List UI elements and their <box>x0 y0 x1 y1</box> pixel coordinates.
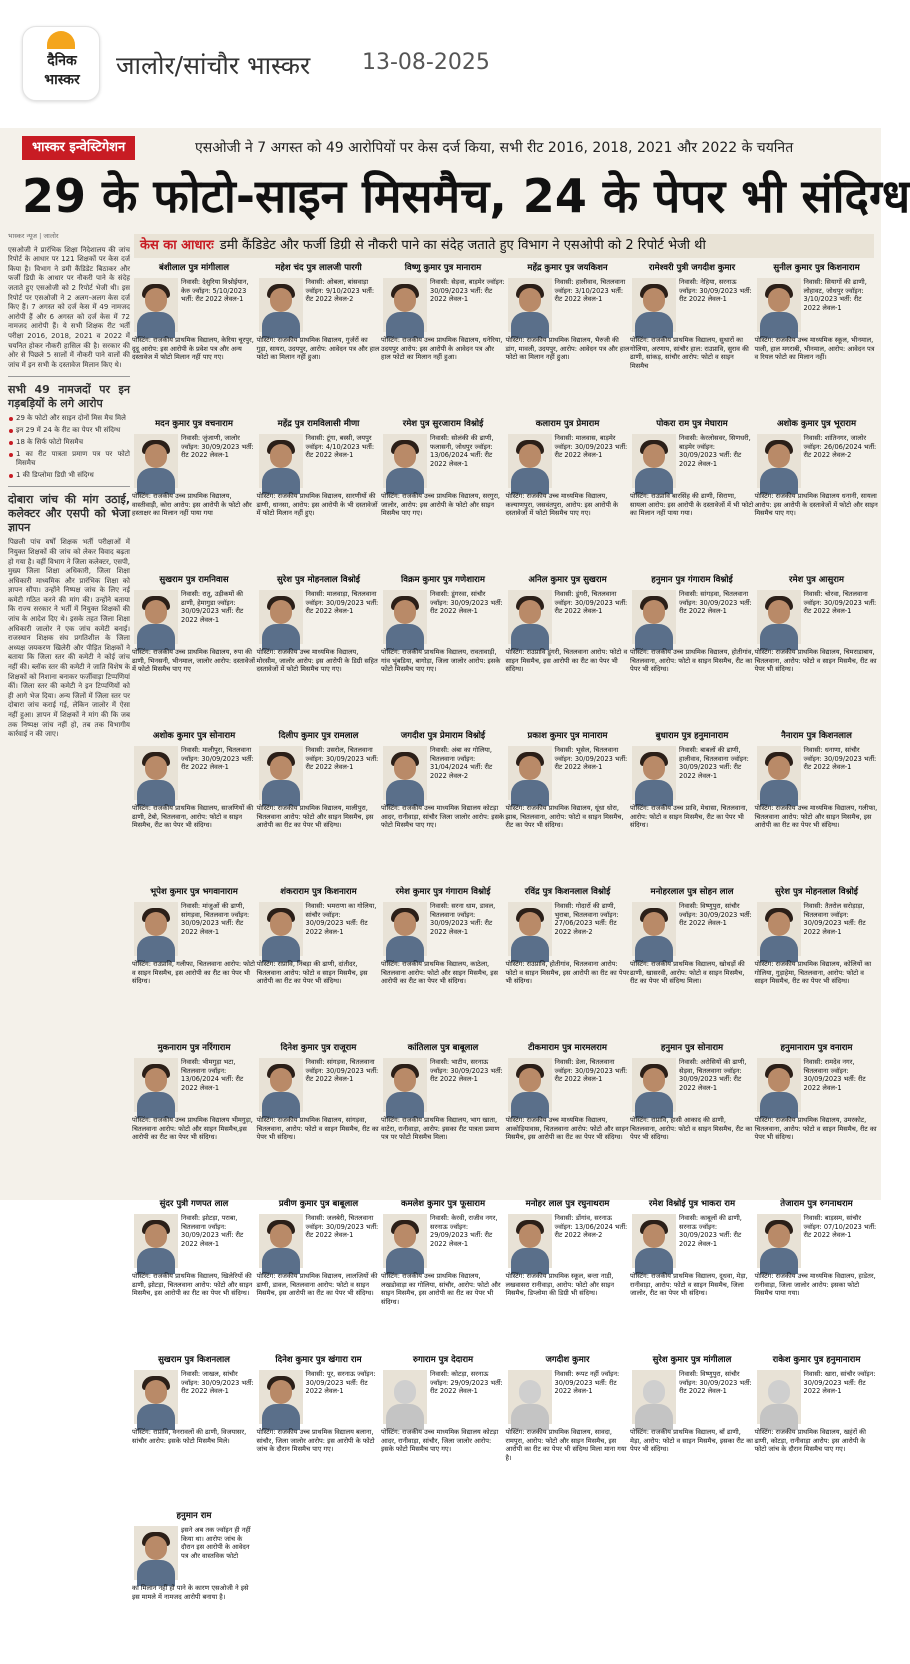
accused-name: महेंद्र कुमार पुत्र जयकिशन <box>527 263 608 273</box>
accused-description: पोस्टिंग: राजकीय प्राथमिक विद्यालय, खोथड़ों की ढाणी, खासरवी, आरोप: फोटो व साइन मिसमैच, रीट का पेपर भी संदिग्ध मिला। <box>630 960 745 986</box>
accused-photo <box>134 746 178 800</box>
accused-info: निवासी: सोलंकी की ढाणी, फलासनी, जोधपुर ज्वॉइन: 13/06/2024 भर्ती: रीट 2022 लेवल-1 <box>430 434 494 468</box>
newspaper-clipping <box>0 128 910 1601</box>
accused-card <box>630 262 754 416</box>
accused-name: सुनील कुमार पुत्र किशनाराम <box>773 263 860 273</box>
accused-name: विष्णु कुमार पुत्र मानाराम <box>404 263 482 273</box>
accused-info: निवासी: बाबलों की ढाणी, हालीवाव, चितलवाना ज्वॉइन: 30/09/2023 भर्ती: रीट 2022 लेवल-1 <box>679 746 749 780</box>
accused-card <box>506 262 630 416</box>
accused-info: निवासी: मालीपुरा, चितलवाना ज्वॉइन: 30/09/2023 भर्ती: रीट 2022 लेवल-1 <box>181 746 254 772</box>
accused-info: निवासी: रूपट नहीं ज्वॉइन: 30/09/2023 भर्ती: रीट 2022 लेवल-1 <box>554 1370 620 1396</box>
case-basis-text: डमी कैंडिडेट और फर्जी डिग्री से नौकरी पाने का संदेह जताते हुए विभाग ने एसओपी को 2 रिपोर्ट भेजी थी <box>219 238 706 253</box>
dateline: भास्कर न्यूज | जालोर <box>8 232 59 240</box>
accused-name: विक्रम कुमार पुत्र गणेशाराम <box>401 575 485 585</box>
accused-description: पोस्टिंग: राउप्रावि बारसिंह की ढाणी, सिराणा, सायला आरोप: इस आरोपी के दस्तावेजों में भी फोटो का मिलान नहीं पाया गया। <box>630 492 754 518</box>
accused-info: निवासी: नेहिया, सरनाऊ ज्वॉइन: 30/09/2023 भर्ती: रीट 2022 लेवल-1 <box>679 278 752 304</box>
accused-info: निवासी: भाटीप, सरनाऊ ज्वॉइन: 30/09/2023 भर्ती: रीट 2022 लेवल-1 <box>430 1058 503 1084</box>
accused-name: मदन कुमार पुत्र वचनाराम <box>155 419 233 429</box>
accused-description: पोस्टिंग: राजकीय प्राथमिक विद्यालय, लालजियों की ढाणी, डावल, चितलवाना आरोप: फोटो व साइन मिसमैच, इस आरोपी का रीट का पेपर भी संदिग्ध। <box>256 1272 378 1298</box>
accused-info: निवासी: भूसेल, चितलवाना ज्वॉइन: 30/09/2023 भर्ती: रीट 2022 लेवल-1 <box>554 746 628 772</box>
accused-description: पोस्टिंग: राजकीय उच्च माध्यमिक विद्यालय, मोरसीम, जालोर आरोप: इस आरोपी के डिग्री सहित दस्तावेजों में फोटो मिसमैच पाए गए। <box>256 648 378 674</box>
accused-name: हनुमानाराम पुत्र वनाराम <box>780 1043 853 1053</box>
accused-card <box>630 418 754 572</box>
accused-card <box>506 1354 630 1508</box>
accused-description: पोस्टिंग: राजकीय उच्च माध्यमिक विद्यालय कोटड़ा आदर, रानीवाड़ा, सांचौर, जिला जालोर आरोप: इसके फोटो मिसमैच पाए गए। <box>381 1428 499 1454</box>
accused-card <box>630 1354 754 1508</box>
accused-name: कांतिलाल पुत्र बाबूलाल <box>407 1043 479 1053</box>
accused-description: पोस्टिंग: राजकीय प्राथमिक विद्यालय धनानी, सायला आरोप: इस आरोपी के दस्तावेजों में फोटो और साइन मिसमैच पाए गए। <box>754 492 878 518</box>
accused-name: कमलेश कुमार पुत्र फूसाराम <box>400 1199 486 1209</box>
accused-photo <box>508 590 552 644</box>
accused-info: निवासी: डेला, चितलवाना ज्वॉइन: 30/09/2023 भर्ती: रीट 2022 लेवल-1 <box>554 1058 628 1084</box>
accused-description: पोस्टिंग: राजकीय उच्च प्राथमिक विद्यालय, सरगुरा, जालोर, आरोप: इस आरोपी के फोटो और साइन मिसमैच पाए गए। <box>381 492 501 518</box>
accused-photo <box>383 746 427 800</box>
accused-info: निवासी: उसरोल, चितलवाना ज्वॉइन: 30/09/2023 भर्ती: रीट 2022 लेवल-1 <box>305 746 379 772</box>
accused-card <box>132 262 256 416</box>
accused-photo <box>508 1058 552 1112</box>
accused-description: पोस्टिंग: राजकीय प्राथमिक विद्यालय, खहंरों की ढाणी, कोटड़ा, रानीवाड़ा आरोप: इस आरोपी के फोटो जांच के दौरान मिसमैच पाए गए। <box>754 1428 866 1454</box>
accused-card <box>506 886 630 1040</box>
accused-name: मुकनाराम पुत्र नरिंगाराम <box>157 1043 231 1053</box>
accused-description: पोस्टिंग: राजकीय प्राथमिक विद्यालय, केरिया चूरपुर, दूदू आरोप: इस आरोपी के प्रवेश पत्र और अन्य दस्तावेज में फोटो मिलान नहीं पाए गए। <box>132 336 254 362</box>
accused-card <box>257 1042 381 1196</box>
accused-description: पोस्टिंग: राजकीय प्राथमिक स्कूल, बन्ता नाडी, लखवासरा रानीवाड़ा, आरोप: फोटो और साइन मिसमैच, डिप्लोमा की डिग्री भी संदिग्ध। <box>505 1272 614 1298</box>
accused-name: भूपेश कुमार पुत्र भगवानाराम <box>150 887 238 897</box>
accused-description: पोस्टिंग: राजकीय प्राथमिक विद्यालय, खिलेरियों की ढाणी, झोटड़ा, चितलवाना आरोप: फोटो और साइन मिसमैच, इस आरोपी का रीट का पेपर भी संदिग्ध। <box>132 1272 253 1298</box>
accused-info: निवासी: केरलोसवर, सिणधरी, बाड़मेर ज्वॉइन: 30/09/2023 भर्ती: रीट 2022 लेवल-1 <box>679 434 751 468</box>
accused-description: पोस्टिंग: राजकीय प्राथमिक विद्यालय, चिमराडाबाय, चितलवाना, आरोप: फोटो व साइन मिसमैच, रीट का पेपर भी संदिग्ध। <box>754 648 877 674</box>
accused-card <box>381 730 505 884</box>
accused-photo <box>508 1214 552 1268</box>
accused-description: पोस्टिंग: राजकीय उच्च प्राथमिक विद्यालय बलाना, सांचौर, जिला जालोर आरोप: इस आरोपी के फोटो जांच के दौरान मिसमैच पाए गए। <box>256 1428 375 1454</box>
accused-card <box>257 730 381 884</box>
accused-description: पोस्टिंग: राजकीय उच्च माध्यमिक विद्यालय, हाडेतर, रानीवाड़ा, जिला जालोर आरोप: इसका फोटो मिसमैच पाया गया। <box>754 1272 876 1298</box>
accused-card <box>755 1042 879 1196</box>
accused-name: टीकमाराम पुत्र मारमलराम <box>528 1043 607 1053</box>
accused-description: पोस्टिंग: राजकीय प्राथमिक विद्यालय, गुर्जरों का गुड़ा, सायरा, उदयपुर, आरोप: आवेदन पत्र और हाल फोटो का मिलान नहीं हुआ। <box>256 336 380 362</box>
accused-info: निवासी: पूर, सरनाऊ ज्वॉइन: 30/09/2023 भर्ती: रीट 2022 लेवल-1 <box>305 1370 376 1396</box>
accused-info: निवासी: खारा, सांचौर ज्वॉइन: 30/09/2023 भर्ती: रीट 2022 लेवल-1 <box>803 1370 876 1396</box>
accused-name: रमेश कुमार पुत्र गंगाराम विश्नोई <box>395 887 491 897</box>
accused-info: निवासी: जाखल, सांचौर ज्वॉइन: 30/09/2023 भर्ती: रीट 2022 लेवल-1 <box>181 1370 254 1396</box>
accused-name: बंशीलाल पुत्र मांगीलाल <box>158 263 229 273</box>
accused-card <box>755 1354 879 1508</box>
accused-info: निवासी: जुंजाणी, जालोर ज्वॉइन: 30/09/2023 भर्ती: रीट 2022 लेवल-1 <box>181 434 254 460</box>
accused-photo <box>383 1058 427 1112</box>
accused-description: पोस्टिंग: राजकीय उच्च माध्यमिक विद्यालय, कल्याणपुरा, जसवंतपुरा, आरोप: इस आरोपी के दस्तावेजों में फोटो मिसमैच पाए गए। <box>505 492 619 518</box>
accused-photo <box>632 590 676 644</box>
accused-info: निवासी: सरना धाम, डावल, चितलवाना ज्वॉइन: 30/09/2023 भर्ती: रीट 2022 लेवल-1 <box>430 902 496 936</box>
subheadline: एसओजी ने 7 अगस्त को 49 आरोपियों पर केस दर्ज किया, सभी रीट 2016, 2018, 2021 और 2022 के चयनित <box>195 140 794 156</box>
accused-name: तेजाराम पुत्र रुगनाथराम <box>780 1199 853 1209</box>
accused-description: पोस्टिंग: राउप्रावि, होतीगांव, चितलवाना आरोप: फोटो व साइन मिसमैच, इस आरोपी का रीट का पेपर भी संदिग्ध। <box>505 960 629 986</box>
accused-description: पोस्टिंग: राउप्रावि डूंगरी, चितलवाना आरोप: फोटो व साइन मिसमैच, इस आरोपी का रीट का पेपर भी संदिग्ध। <box>505 648 628 674</box>
accused-name: हनुमान राम <box>176 1511 212 1521</box>
accused-description: का मिलान नहीं हो पाने के कारण एसओजी ने इसे इस मामले में नामजद आरोपी बनाया है। <box>132 1584 249 1601</box>
accused-photo <box>259 1370 303 1424</box>
accused-description: पोस्टिंग: राजकीय उच्च माध्यमिक स्कूल, भीनमाल, पाली, हाल मगराबी, भीनमाल, आरोप: आवेदन पत्र व रियल फोटो का मिलान नहीं। <box>754 336 875 362</box>
accused-photo <box>259 1058 303 1112</box>
accused-name: दिनेश कुमार पुत्र राजूराम <box>280 1043 357 1053</box>
accused-description: पोस्टिंग: राजकीय प्राथमिक विद्यालय, धूंधा धोरा, झाब, चितलवाना, आरोप: फोटो व साइन मिसमैच, रीट का पेपर भी संदिग्ध। <box>505 804 624 830</box>
accused-description: पोस्टिंग: राजकीय प्राथमिक विद्यालय, कोलियों का गोलिया, गुड़ाहेमा, चितलवाना, आरोप: फोटो व साइन मिसमैच, रीट का पेपर भी संदिग्ध। <box>754 960 872 986</box>
accused-description: पोस्टिंग: राजकीय प्राथमिक विद्यालय, भैरुजी की डांग, मावली, उदयपुर, आरोप: आवेदन पत्र और हाल फोटो का मिलान नहीं हुआ। <box>505 336 630 362</box>
accused-description: पोस्टिंग: राजकीय उच्च प्राथमिक विद्यालय भीमगुड़ा, चितलवाना आरोप: फोटो और साइन मिसमैच,इस आरोपी का रीट का पेपर भी संदिग्ध। <box>132 1116 253 1142</box>
accused-card <box>257 574 381 728</box>
accused-card <box>381 574 505 728</box>
accused-name: सुरेश पुत्र मोहनलाल विश्नोई <box>775 887 858 897</box>
left-column <box>8 232 130 1192</box>
accused-info: निवासी: देसुरिया विश्नोईयान, केरु ज्वॉइन: 5/10/2023 भर्ती: रीट 2022 लेवल-1 <box>181 278 249 304</box>
dainik-bhaskar-logo <box>22 26 100 101</box>
headline: 29 के फोटो-साइन मिसमैच, 24 के पेपर भी संदिग्ध <box>22 169 910 223</box>
accused-info: निवासी: डोंगांव, सरनाऊ ज्वॉइन: 13/06/2024 भर्ती: रीट 2022 लेवल-2 <box>554 1214 628 1240</box>
accused-description: पोस्टिंग: राप्रावि, निंबड़ा की ढाणी, दांतीदर, चितलवाना आरोप: फोटो व साइन मिसमैच, इस आरोपी का रीट का पेपर भी संदिग्ध। <box>256 960 368 986</box>
accused-name: प्रवीण कुमार पुत्र बाबूलाल <box>278 1199 359 1209</box>
accused-card <box>506 730 630 884</box>
accused-info: निवासी: बाड़सम, सांचौर ज्वॉइन: 07/10/2023 भर्ती: रीट 2022 लेवल-1 <box>803 1214 877 1240</box>
accused-card <box>381 262 505 416</box>
accused-name: बुधाराम पुत्र हनुमानाराम <box>655 731 729 741</box>
accused-card <box>630 574 754 728</box>
accused-description: पोस्टिंग: राजकीय प्राथमिक विद्यालय, साजणियों की ढाणी, टेबो, चितलवाना, आरोप: फोटो व साइन मिसमैच, रीट का पेपर भी संदिग्ध। <box>132 804 254 830</box>
accused-info: निवासी: गोदारों की ढाणी, भुराबा, चितलवाना ज्वॉइन: 27/06/2023 भर्ती: रीट 2022 लेवल-2 <box>554 902 619 936</box>
accused-name: प्रकाश कुमार पुत्र मानाराम <box>527 731 608 741</box>
accused-description: पोस्टिंग: राजकीय प्राथमिक विद्यालय, सारणीयों की ढाणी, धानसा, आरोप: इस आरोपी के भी दस्तावेजों में फोटो मिलान नहीं हुए। <box>256 492 378 518</box>
accused-photo <box>134 278 178 332</box>
accused-card <box>630 1198 754 1352</box>
accused-description: पोस्टिंग: राजकीय प्राथमिक विद्यालय, मालीपुरा, चितलवाना आरोप: फोटो और साइन मिसमैच, इस आरोपी का रीट का पेपर भी संदिग्ध। <box>256 804 374 830</box>
accused-card <box>257 1354 381 1508</box>
accused-name: अशोक कुमार पुत्र सोनाराम <box>152 731 236 741</box>
accused-photo <box>508 746 552 800</box>
allegation-bullet: इन 29 में 24 के रीट का पेपर भी संदिग्ध <box>8 426 130 435</box>
accused-info: निवासी: तैतरोल सरोड़ाड़ा, चितलवाना ज्वॉइन: 30/09/2023 भर्ती: रीट 2022 लेवल-1 <box>803 902 866 936</box>
accused-name: रमेश पुत्र सुरजाराम विश्नोई <box>402 419 484 429</box>
memo-text: पिछली पांच वर्षों शिक्षक भर्ती परीक्षाओं में नियुक्त शिक्षकों की जांच को लेकर विवाद बढ़ता हो गया है। वहीं विभाग ने जिला कलेक्टर, एसपी, मुख्य जिला शिक्षा अधिकारी, जिला शिक्षा अधिकारी माध्यमिक और प्रारंभिक शिक्षा को ज्ञापन सौंपा। उन्होंने निष्पक्ष जांच के लिए नई कमेटी गठित करने की मांग की। उन्होंने बताया कि राज्य सरकार ने भर्ती में नियुक्त शिक्षकों की जांच के आदेश दिए थे। इसके तहत जिला शिक्षा अधिकारी जालोर ने एक जांच कमेटी बनाई। राजस्थान शिक्षक संघ प्रगतिशील के जिला अध्यक्ष जयकरण खिलेरी और पीड़ित शिक्षकों ने बताया कि जिला स्तर की कमेटी ने कोई जांच नहीं की। ब्लॉक स्तर की कमेटी ने जाति विशेष के शिक्षकों को निशाना बनाकर फर्जीवाड़ा टिप्पणियां कीं। जिला स्तर की कमेटी ने इन टिप्पणियों को ही आगे भेज दिया। अन्य जिलों में जिला स्तर पर दोबारा जांच कराई गई, लेकिन जालोर में ऐसा नहीं हुआ। ज्ञापन में शिक्षकों ने मांग की कि जब तक निष्पक्ष जांच नहीं हो, तब तक विभागीय कार्रवाई न की जाए। <box>8 538 130 739</box>
accused-description: पोस्टिंग: राजकीय उच्च प्राथमिक विद्यालय, लखडोवाड़ा का गोलिया, सांचौर, आरोप: फोटो और साइन मिसमैच, इस आरोपी का रीट का पेपर भी संदिग्ध। <box>381 1272 501 1306</box>
edition-name: जालोर/सांचौर भास्कर <box>116 51 311 80</box>
accused-name: कलाराम पुत्र प्रेमाराम <box>535 419 600 429</box>
accused-description: पोस्टिंग: राजकीय उच्च प्राथमिक विद्यालय, वास्तीवाड़ी, कोरा आरोप: इस आरोपी के फोटो और हस्ताक्षर का मिलान नहीं पाया गया <box>132 492 252 518</box>
accused-name: महेश चंद पुत्र लालजी पारगी <box>275 263 362 273</box>
accused-name: मनोहरलाल पुत्र सोहन लाल <box>650 887 734 897</box>
allegations-box-title: सभी 49 नामजदों पर इन गड़बड़ियों के लगे आरोप <box>8 383 130 411</box>
accused-photo <box>508 902 552 956</box>
accused-description: पोस्टिंग: राउप्रावि, गलीफा, चितलवाना आरोप: फोटो व साइन मिसमैच, इस आरोपी का रीट का पेपर भी संदिग्ध। <box>132 960 255 986</box>
accused-name: सुरेश कुमार पुत्र मांगीलाल <box>652 1355 732 1365</box>
kicker-label: भास्कर इन्वेस्टिगेशन <box>22 136 135 160</box>
accused-info: निवासी: मांजुओं की ढाणी, सांगड़वा, चितलवाना ज्वॉइन: 30/09/2023 भर्ती: रीट 2022 लेवल-1 <box>181 902 250 936</box>
accused-name: सुरेश पुत्र मोहनलाल विश्नोई <box>277 575 360 585</box>
accused-info: निवासी: मालवाड़ा, चितलवाना ज्वॉइन: 30/09/2023 भर्ती: रीट 2022 लेवल-1 <box>305 590 379 616</box>
accused-card <box>506 1198 630 1352</box>
accused-photo <box>508 434 552 488</box>
logo-text-1: दैनिक <box>47 53 77 69</box>
accused-name: मनोहर लाल पुत्र रघुनाथराम <box>525 1199 610 1209</box>
accused-card <box>630 730 754 884</box>
page-header <box>0 0 881 128</box>
memo-box-title: दोबारा जांच की मांग उठाई, कलेक्टर और एसपी को भेजा ज्ञापन <box>8 493 130 535</box>
accused-card <box>381 1198 505 1352</box>
accused-description: पोस्टिंग: राजकीय प्राथमिक विद्यालय, सुथारों का गोलिया, अरणाय, सांचौर हाल: राउप्रावि, सुराव की ढाणी, सांकड़, सांचौर आरोप: फोटो व साइन मिसमैच <box>630 336 749 370</box>
accused-description: पोस्टिंग: राजकीय उच्च प्रावि, मेथासा, चितलवाना, आरोप: फोटो व साइन मिसमैच, रीट का पेपर भी संदिग्ध। <box>630 804 748 830</box>
accused-photo <box>632 746 676 800</box>
accused-name: अनिल कुमार पुत्र सुखराम <box>528 575 607 585</box>
accused-name: सुखराम पुत्र किशनलाल <box>158 1355 230 1365</box>
accused-info: निवासी: हालीवाव, चितलवाना ज्वॉइन: 3/10/2023 भर्ती: रीट 2022 लेवल-1 <box>554 278 626 304</box>
accused-photo <box>508 278 552 332</box>
accused-card <box>132 574 256 728</box>
accused-card <box>132 1354 256 1508</box>
accused-card <box>755 1198 879 1352</box>
accused-info: निवासी: डूंगरी, चितलवाना ज्वॉइन: 30/09/2023 भर्ती: रीट 2022 लेवल-1 <box>554 590 628 616</box>
accused-card <box>506 1042 630 1196</box>
accused-card <box>755 886 879 1040</box>
accused-photo <box>632 902 676 956</box>
accused-photo <box>383 902 427 956</box>
accused-info: निवासी: अरोसियों की ढाणी, सेड़वा, चितलवाना ज्वॉइन: 30/09/2023 भर्ती: रीट 2022 लेवल-1 <box>679 1058 747 1092</box>
accused-card <box>132 730 256 884</box>
accused-card <box>132 1198 256 1352</box>
accused-photo <box>757 590 801 644</box>
edition-date: 13-08-2025 <box>362 50 490 75</box>
accused-card <box>630 886 754 1040</box>
accused-info: निवासी: धनाणा, सांचौर ज्वॉइन: 30/09/2023 भर्ती: रीट 2022 लेवल-1 <box>803 746 877 772</box>
accused-info: निवासी: रातू, उड़ीकमों की ढाणी, हेमागुडा ज्वॉइन: 30/09/2023 भर्ती: रीट 2022 लेवल-1 <box>181 590 244 624</box>
accused-photo <box>632 278 676 332</box>
accused-description: पोस्टिंग: राजकीय उच्च प्राथमिक विद्यालय, होतीगांव, चितलवाना, आरोप: फोटो व साइन मिसमैच, रीट का पेपर भी संदिग्ध। <box>630 648 754 674</box>
accused-photo <box>383 1214 427 1268</box>
accused-info: निवासी: काबूलों की ढाणी, सरनाऊ ज्वॉइन: 30/09/2023 भर्ती: रीट 2022 लेवल-1 <box>679 1214 742 1248</box>
accused-info: निवासी: केरवी, राजीव नगर, सरनाऊ ज्वॉइन: 29/09/2023 भर्ती: रीट 2022 लेवल-1 <box>430 1214 498 1248</box>
accused-photo <box>259 902 303 956</box>
accused-info: निवासी: कोटड़ा, सरनाऊ ज्वॉइन: 29/09/2023 भर्ती: रीट 2022 लेवल-1 <box>430 1370 503 1396</box>
accused-name: रमेश पुत्र आसुराम <box>789 575 844 585</box>
accused-card <box>132 886 256 1040</box>
placeholder-avatar <box>383 1370 427 1424</box>
accused-info: निवासी: मालवास, बाड़मेर ज्वॉइन: 30/09/2023 भर्ती: रीट 2022 लेवल-1 <box>554 434 628 460</box>
accused-photo <box>757 902 801 956</box>
allegation-bullet: 29 के फोटो और साइन दोनों मिस मैच मिले <box>8 414 130 423</box>
accused-description: पोस्टिंग: राजकीय उच्च माध्यमिक विद्यालय, गलीफा, चितलवाना आरोप: फोटो और साइन मिसमैच, इस आरोपी का रीट का पेपर भी संदिग्ध। <box>754 804 878 830</box>
accused-description: पोस्टिंग: राजकीय उच्च प्राथमिक विद्यालय, धनेरिया, उदयपुर आरोप: इस आरोपी के आवेदन पत्र और हाल फोटो का मिलान नहीं हुआ। <box>381 336 503 362</box>
placeholder-avatar <box>632 1370 676 1424</box>
accused-name: हनुमान पुत्र गंगाराम विश्नोई <box>651 575 733 585</box>
accused-photo <box>259 278 303 332</box>
logo-text-2: भास्कर <box>44 72 80 88</box>
accused-photo <box>259 746 303 800</box>
accused-info: निवासी: सांगड़वा, चितलवाना ज्वॉइन: 30/09/2023 भर्ती: रीट 2022 लेवल-1 <box>679 590 752 616</box>
accused-photo <box>134 1214 178 1268</box>
accused-name: रमेश विश्नोई पुत्र भाकरा राम <box>648 1199 736 1209</box>
case-basis-tag: केस का आधारः <box>140 238 214 253</box>
accused-description: पोस्टिंग: राजकीय प्राथमिक विद्यालय, दूधवा, मेड़ा, रानीवाड़ा, आरोप: फोटो व साइन मिसमैच, जिला जालोर, रीट का पेपर भी संदिग्ध। <box>630 1272 748 1298</box>
accused-card <box>132 1042 256 1196</box>
accused-info: निवासी: चोरवा, चितलवाना ज्वॉइन: 30/09/2023 भर्ती: रीट 2022 लेवल-1 <box>803 590 877 616</box>
divider <box>8 486 130 487</box>
accused-description: पोस्टिंग: राजकीय प्राथमिक विद्यालय, सावदा, रामपुरा, आरोप: फोटो और साइन मिसमैच, इस आरोपी का रीट का पेपर भी संदिग्ध मिला माना गया है। <box>505 1428 627 1462</box>
accused-card <box>257 418 381 572</box>
divider <box>8 376 130 377</box>
accused-card <box>381 1042 505 1196</box>
allegation-bullet: 1 का रीट पात्रता प्रमाण पत्र पर फोटो मिसमैच <box>8 450 130 468</box>
accused-description: पोस्टिंग: राप्रावि, वनरावलों की ढाणी, विजयासर, सांचौर आरोप: इसके फोटो मिसमैच मिले। <box>132 1428 247 1445</box>
body-text: एसओजी ने प्रारंभिक शिक्षा निदेशालय की जांच रिपोर्ट के आधार पर 121 शिक्षकों पर केस दर्ज किया है। विभाग ने डमी कैंडिडेट बिठाकर और फर्जी डिग्री के आधार पर नौकरी पाने के संदेह जताते हुए एसओजी को 2 रिपोर्ट भेजी थी। इस रिपोर्ट पर एसओजी ने 2 अलग-अलग केस दर्ज किए हैं। 7 अगस्त को दर्ज केस में 49 नामजद आरोपी हैं और 6 अगस्त को दर्ज केस में 72 नामजद आरोपी हैं। ये सभी शिक्षक रीट भर्ती परीक्षा 2016, 2018, 2021 व 2022 में चयनित होकर नौकरी हासिल की है। सरकार की ओर से पिछले 5 सालों में नौकरी पाने वालों की जांच में इन सभी के दस्तावेज मिलान किए थे। <box>8 245 130 369</box>
accused-info: निवासी: भीमगुड़ा भटा, चितलवाना ज्वॉइन: 13/06/2024 भर्ती: रीट 2022 लेवल-1 <box>181 1058 244 1092</box>
accused-name: अशोक कुमार पुत्र भूराराम <box>776 419 857 429</box>
accused-card <box>506 574 630 728</box>
accused-name: पोकरा राम पुत्र मेघाराम <box>656 419 728 429</box>
accused-name: सुंदर पुत्री गणपत लाल <box>159 1199 229 1209</box>
accused-info: निवासी: सियागों की ढाणी, लोहावट, जोधपुर ज्वॉइन: 3/10/2023 भर्ती: रीट 2022 लेवल-1 <box>803 278 867 312</box>
accused-card <box>755 730 879 884</box>
accused-name: दिनेश कुमार पुत्र खंगारा राम <box>275 1355 362 1365</box>
accused-name: रुगाराम पुत्र देदाराम <box>412 1355 474 1365</box>
case-basis-bar <box>134 234 874 258</box>
accused-photo <box>383 278 427 332</box>
accused-card <box>381 886 505 1040</box>
allegation-bullet: 18 के सिर्फ फोटो मिसमैच <box>8 438 130 447</box>
accused-photo <box>383 590 427 644</box>
accused-photo <box>383 434 427 488</box>
accused-name: रामेश्वरी पुत्री जगदीश कुमार <box>648 263 736 273</box>
accused-card <box>381 418 505 572</box>
accused-name: जगदीश कुमार <box>545 1355 590 1365</box>
accused-photo <box>757 434 801 488</box>
accused-card <box>381 1354 505 1508</box>
accused-name: शंकराराम पुत्र किशनाराम <box>280 887 357 897</box>
accused-name: जगदीश पुत्र प्रेमाराम विश्नोई <box>400 731 486 741</box>
accused-card <box>630 1042 754 1196</box>
accused-info: निवासी: डूंगरवा, सांचौर ज्वॉइन: 30/09/2023 भर्ती: रीट 2022 लेवल-1 <box>430 590 503 616</box>
accused-name: रविंद्र पुत्र किशनलाल विश्नोई <box>524 887 611 897</box>
accused-photo <box>259 434 303 488</box>
accused-photo <box>757 1058 801 1112</box>
accused-card <box>132 1510 256 1664</box>
accused-card <box>257 262 381 416</box>
accused-photo <box>757 278 801 332</box>
accused-photo <box>134 434 178 488</box>
accused-info: निवासी: भमराणा का गोलिया, सांचौर ज्वॉइन: 30/09/2023 भर्ती: रीट 2022 लेवल-1 <box>305 902 377 936</box>
accused-name: सुखराम पुत्र रामनिवास <box>159 575 229 585</box>
accused-description: पोस्टिंग: राजकीय उच्च प्राथमिक विद्यालय, रुपा की ढाणी, भिनसनी, भीनमाल, जालोर आरोप: दस्तावेजों में फोटो मिसमैच पाए गए <box>132 648 255 674</box>
accused-info: निवासी: सांगड़वा, चितलवाना ज्वॉइन: 30/09/2023 भर्ती: रीट 2022 लेवल-1 <box>305 1058 379 1084</box>
accused-photo <box>259 1214 303 1268</box>
accused-photo <box>632 1214 676 1268</box>
accused-card <box>257 1198 381 1352</box>
sun-icon <box>47 31 75 49</box>
accused-photo <box>259 590 303 644</box>
accused-photo <box>134 1370 178 1424</box>
accused-description: पोस्टिंग: राजकीय प्राथमिक विद्यालय, बाँ ढाणी, मेड़ा, आरोप: फोटो व साइन मिसमैच, इसका रीट का पेपर भी संदिग्ध। <box>630 1428 754 1454</box>
accused-description: पोस्टिंग: राजकीय प्राथमिक विद्यालय, काठेला, चितलवाना आरोप: फोटो और साइन मिसमैच, इस आरोपी का रीट का पेपर भी संदिग्ध। <box>381 960 498 986</box>
accused-info: निवासी: अंबा का गोलिया, चितलवाना ज्वॉइन: 31/04/2024 भर्ती: रीट 2022 लेवल-2 <box>430 746 493 780</box>
accused-info: इसने अब तक ज्वॉइन ही नहीं किया था। आरोपः जांच के दौरान इस आरोपी के आवेदन पत्र और वास्तविक फोटो <box>181 1526 251 1560</box>
accused-photo <box>757 1214 801 1268</box>
accused-photo <box>134 590 178 644</box>
accused-grid <box>132 262 878 1601</box>
accused-description: पोस्टिंग: राजकीय प्राथमिक विद्यालय, भाग खाता, वाटेरा, रानीवाड़ा, आरोप: इसका रीट पात्रता प्रमाण पत्र पर फोटो मिसमैच मिला। <box>381 1116 500 1142</box>
placeholder-avatar <box>508 1370 552 1424</box>
accused-description: पोस्टिंग: राजकीय प्राथमिक विद्यालय, उमरकोट, चितलवाना, आरोप: फोटो व साइन मिसमैच, रीट का पेपर भी संदिग्ध। <box>754 1116 877 1142</box>
accused-description: पोस्टिंग: राजकीय उच्च माध्यमिक विद्यालय, आकोड़ियावास, चितलवाना आरोप: फोटो और साइन मिसमैच, इस आरोपी का रीट का पेपर भी संदिग्ध। <box>505 1116 629 1142</box>
accused-info: निवासी: रामदेव नगर, चितलवाना ज्वॉइन: 30/09/2023 भर्ती: रीट 2022 लेवल-1 <box>803 1058 866 1092</box>
accused-photo <box>134 902 178 956</box>
accused-info: निवासी: टूंगा, बस्सी, जयपुर ज्वॉइन: 4/10/2023 भर्ती: रीट 2022 लेवल-1 <box>305 434 375 460</box>
accused-name: हनुमान पुत्र सोनाराम <box>660 1043 724 1053</box>
accused-info: निवासी: ओबला, बांसवाड़ा ज्वॉइन: 9/10/2023 भर्ती: रीट 2022 लेवल-2 <box>305 278 375 304</box>
accused-description: पोस्टिंग: राप्रावि, हासी आकाद की ढाणी, चितलवाना, आरोप: फोटो व साइन मिसमैच, रीट का पेपर भी संदिग्ध। <box>630 1116 753 1142</box>
accused-card <box>755 262 879 416</box>
accused-card <box>132 418 256 572</box>
accused-photo <box>632 1058 676 1112</box>
accused-description: पोस्टिंग: राजकीय उच्च माध्यमिक विद्यालय कोटड़ा आदर, रानीवाड़ा, सांचौर जिला जालोर आरोप: इसके फोटो मिसमैच पाए गए। <box>381 804 504 830</box>
accused-card <box>755 574 879 728</box>
accused-card <box>506 418 630 572</box>
accused-photo <box>134 1526 178 1580</box>
accused-info: निवासी: सेड़वा, बाड़मेर ज्वॉइन: 30/09/2023 भर्ती: रीट 2022 लेवल-1 <box>430 278 505 304</box>
accused-card <box>257 886 381 1040</box>
accused-name: महेंद्र पुत्र रामविलासी मीणा <box>277 419 360 429</box>
accused-info: निवासी: शांतिनगर, जालोर ज्वॉइन: 26/06/2024 भर्ती: रीट 2022 लेवल-2 <box>803 434 877 460</box>
accused-info: निवासी: विष्णुपुरा, सांचौर ज्वॉइन: 30/09/2023 भर्ती: रीट 2022 लेवल-1 <box>679 1370 752 1396</box>
accused-info: निवासी: जलबेरी, चितलवाना ज्वॉइन: 30/09/2023 भर्ती: रीट 2022 लेवल-1 <box>305 1214 379 1240</box>
accused-description: पोस्टिंग: राजकीय प्राथमिक विद्यालय, रावतावाड़ी, गांव भुंबडिया, बागोड़ा, जिला जालोर आरोप: इसके फोटो मिसमैच पाए गए। <box>381 648 501 674</box>
placeholder-avatar <box>757 1370 801 1424</box>
accused-name: राकेश कुमार पुत्र हनुमानाराम <box>772 1355 861 1365</box>
accused-description: पोस्टिंग: राजकीय प्राथमिक विद्यालय, सांगड़वा, चितलवाना, आरोप: फोटो व साइन मिसमैच, रीट का पेपर भी संदिग्ध। <box>256 1116 379 1142</box>
accused-info: निवासी: झोटड़ा, पराबा, चितलवाना ज्वॉइन: 30/09/2023 भर्ती: रीट 2022 लेवल-1 <box>181 1214 244 1248</box>
accused-info: निवासी: विष्णुपुरा, सांचौर ज्वॉइन: 30/09/2023 भर्ती: रीट 2022 लेवल-1 <box>679 902 752 928</box>
accused-card <box>755 418 879 572</box>
accused-photo <box>134 1058 178 1112</box>
accused-name: नैनाराम पुत्र किशनलाल <box>781 731 852 741</box>
accused-photo <box>757 746 801 800</box>
allegation-bullet: 1 की डिप्लोमा डिग्री भी संदिग्ध <box>8 471 130 480</box>
accused-name: दिलीप कुमार पुत्र रामलाल <box>278 731 359 741</box>
accused-photo <box>632 434 676 488</box>
